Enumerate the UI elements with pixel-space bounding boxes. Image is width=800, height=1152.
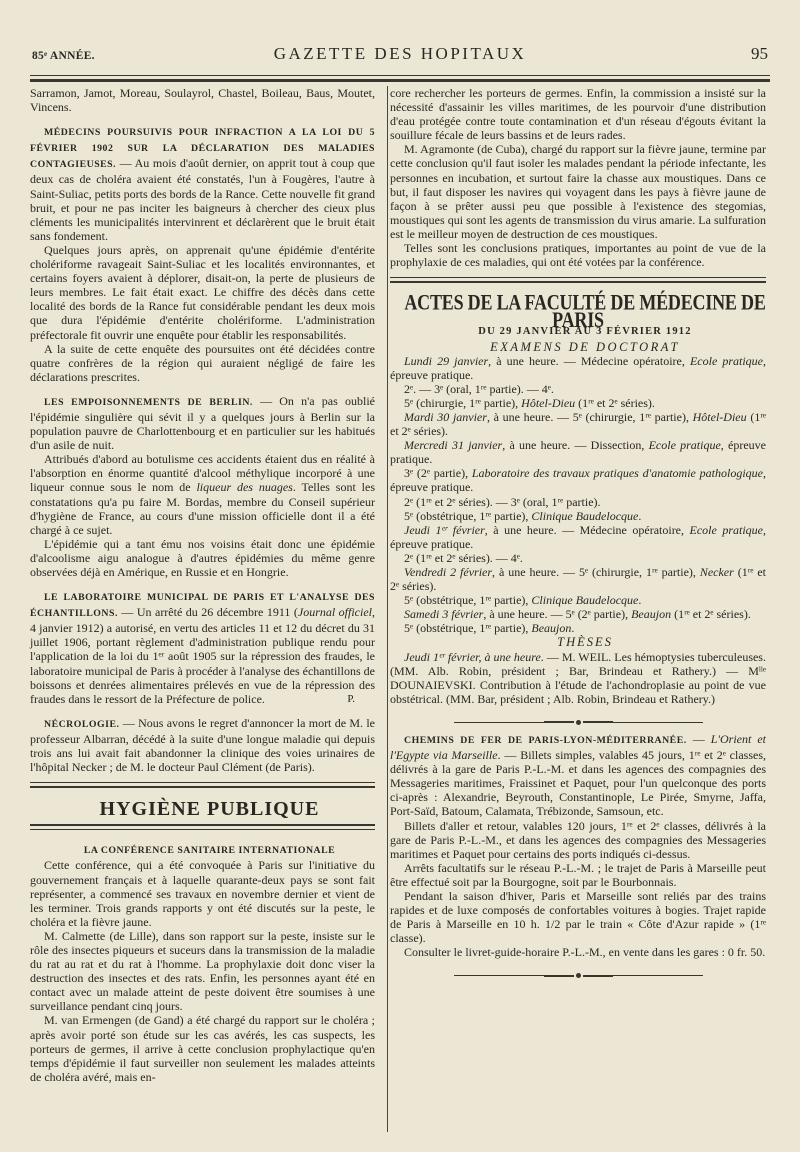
text-run: , épreuve pratique. <box>390 353 767 382</box>
paragraph: A la suite de cette enquête des poursuites ont été décidées contre quatre confrères de la région qui auraient négligé de faire les déclarations prescrites. <box>30 341 375 384</box>
paragraph: Billets d'aller et retour, valables 120 jours, 1ʳᵉ et 2ᵉ classes, délivrés à la gare de Paris P.-L.-M., et dans les agences des compagnies des Messageries maritimes et Paquet pour certains des ports indiqués ci-dessus. <box>390 818 766 861</box>
schedule-entry: 2ᵉ (1ʳᵉ et 2ᵉ séries). — 4ᵉ. <box>404 550 523 565</box>
subsection-title: LA CONFÉRENCE SANITAIRE INTERNATIONALE <box>83 845 336 857</box>
schedule-entry <box>390 509 766 523</box>
schedule-entry <box>390 523 766 551</box>
location: Hôtel-Dieu <box>521 395 576 410</box>
ornament-dot <box>576 973 581 978</box>
paragraph: M. Calmette (de Lille), dans son rapport sur la peste, insiste sur le rôle des insectes piqueurs et suceurs dans la transmission de la maladie du rat au rat et du rat à l'homme. La prophylaxie doit donc viser la destruction des insectes et des rats. Enfin, les personnes ayant été en contact avec un malade atteint de peste doivent être soumises à une surveillance pendant cinq jours. <box>30 928 375 1014</box>
location: Clinique Baudelocque <box>531 593 639 608</box>
ornament-line <box>583 721 613 723</box>
section-rule <box>30 782 375 788</box>
text-run: 5ᵉ (obstétrique, 1ʳᵉ partie), <box>404 593 532 608</box>
article-laboratoire <box>30 589 375 706</box>
schedule-entry <box>390 593 766 607</box>
paragraph: Cette conférence, qui a été convoquée à Paris sur l'initiative du gouvernement français et à laquelle quarante-deux pays se sont fait représenter, a commencé ses travaux en novembre dernier et vient de les terminer. Trois grands rapports y ont été discutés sur la peste, le choléra et la fièvre jaune. <box>30 858 375 929</box>
schedule-day: Jeudi 1ᵉʳ février, à une heure <box>404 649 541 664</box>
section-title-actes: ACTES DE LA FACULTÉ DE MÉDECINE DE PARIS <box>404 289 766 333</box>
article-text: — Au mois d'août dernier, on apprit tout à coup que deux cas de choléra avaient été constatés, l'un à Fougères, l'autre à Saint-Suliac, petits ports des bords de la Rance. Cette nouvelle fit grand bruit, et pour ne pas inciter les baigneurs à chercher des cieux plus cléments les municipalités intervinrent et déclarèrent que le bruit était sans fondement. <box>30 156 375 243</box>
names-list: Sarramon, Jamot, Moreau, Soulayrol, Chastel, Boileau, Baus, Moutet, Vincens. <box>30 86 375 115</box>
schedule-entry <box>390 396 766 410</box>
text-run: , à une heure. — 5ᵉ (chirurgie, 1ʳᵉ partie), <box>486 409 693 424</box>
text-run: . Telles sont les constatations qu'a pu faire M. Bordas, membre du Conseil supérieur d'hygiène de France, au cours d'une mission officielle dont il a été chargé à ce sujet. <box>30 480 375 537</box>
text-run: . <box>638 593 642 608</box>
text-run: 3ᵉ (2ᵉ partie), <box>404 466 472 481</box>
text-run: (1ʳᵉ et 2ᵉ séries). <box>575 395 655 410</box>
schedule-entry <box>390 354 766 382</box>
location: Hôtel-Dieu <box>692 409 747 424</box>
text-run: , à une heure. — 5ᵉ (chirurgie, 1ʳᵉ partie), <box>492 565 700 579</box>
text-run: . <box>638 508 642 523</box>
article-text: — On n'a pas oublié l'épidémie singulière qui sévit il y a quelques jours à Berlin sur la population pauvre de Charlottenbourg et en particulier sur les habitués d'un asile de nuit. <box>30 393 375 453</box>
text-run: , épreuve pratique. <box>390 522 766 551</box>
ornament-line <box>544 721 574 723</box>
article-medecins <box>30 124 375 243</box>
location: Clinique Baudelocque <box>531 508 639 523</box>
article-empoisonnements <box>30 394 375 452</box>
schedule-entry: 2ᵉ. — 3ᵉ (oral, 1ʳᵉ partie). — 4ᵉ. <box>404 381 554 396</box>
schedule-day: Mercredi 31 janvier <box>404 438 503 453</box>
text-run: . — Billets simples, valables 45 jours, 1ʳᵉ et 2ᵉ classes, délivrés à la gare de Paris P.-L.-M. et dans les agences des compagnies des Messageries maritimes, Fraissinet et Paquet, pour l'un quelconque des ports ci-après : Alexandrie, Beyrouth, Constantinople, Le Pirée, Smyrne, Jaffa, Port-Saïd, Batoum, Calamata, Trébizonde, Samsoun, etc. <box>390 748 766 819</box>
article-heading: LES EMPOISONNEMENTS DE BERLIN. <box>44 396 253 408</box>
text-run: (1ʳᵉ et 2ᵉ séries). <box>390 409 766 439</box>
schedule-day: Mardi 30 janvier <box>404 409 487 424</box>
schedule-entry <box>390 621 766 635</box>
examens-heading: EXAMENS DE DOCTORAT <box>490 339 680 354</box>
ornament-dot <box>576 720 581 725</box>
theses-heading: THÈSES <box>557 635 613 650</box>
section-dates: DU 29 JANVIER AU 3 FÉVRIER 1912 <box>478 326 692 338</box>
italic-term: Journal officiel <box>297 605 373 620</box>
location: Beaujon <box>631 607 672 622</box>
paragraph: Quelques jours après, on apprenait qu'une épidémie d'entérite cholériforme ravageait Saint-Suliac et les localités environnantes, et certains foyers avaient à déplorer, disait-on, la perte de plusieurs de leurs membres. Le fait était exact. Le chiffre des décès dans cette localité des bords de la Rance fut considérable pendant les deux mois que dura l'épidémie d'entérite cholériforme. L'administration préfectorale fit ouvrir une enquête pour établir les responsabilités. <box>30 242 375 342</box>
author-initial: P. <box>347 692 355 705</box>
article-text: — Nous avons le regret d'annoncer la mort de M. le professeur Albarran, décédé à la suite d'une longue maladie qui depuis trois ans lui avait fait abandonner la clinique des voies urinaires de l'hôpital Necker ; de M. le docteur Paul Clément (de Paris). <box>30 715 375 775</box>
text-run: (1ʳᵉ et 2ᵉ séries). <box>671 607 751 622</box>
article-heading: NÉCROLOGIE. <box>44 718 120 730</box>
paragraph <box>30 452 375 537</box>
italic-term: liqueur des nuages <box>196 480 293 495</box>
text-run: , épreuve pratique. <box>390 438 767 467</box>
left-column <box>30 86 375 1084</box>
article-heading: MÉDECINS POURSUIVIS POUR INFRACTION A LA LOI DU 5 FÉVRIER 1902 SUR LA DÉCLARATION DES MALADIES CONTAGIEUSES. <box>30 127 375 171</box>
text-run: Attribués d'abord au botulisme ces accidents étaient dus en réalité à l'absorption en énorme quantité d'alcool méthylique incorporé à une liqueur connue sous le nom de <box>30 452 375 495</box>
location: Ecole pratique <box>689 353 764 368</box>
schedule-entry <box>390 410 766 438</box>
ornament-line <box>613 975 703 976</box>
page-number: 95 <box>751 44 768 63</box>
text-run: 5ᵉ (obstétrique, 1ʳᵉ partie), <box>404 621 532 636</box>
ornament-line <box>454 975 544 976</box>
schedule-entry <box>390 565 766 593</box>
page-header <box>32 44 768 68</box>
location: Beaujon <box>531 621 572 636</box>
section-title-hygiene: HYGIÈNE PUBLIQUE <box>99 798 320 821</box>
article-necrologie <box>30 716 375 774</box>
paragraph: core rechercher les porteurs de germes. Enfin, la commission a insisté sur la nécessité d'assainir les villes maritimes, de les pourvoir d'une distribution d'eau protégée contre toute contamination et d'un réseau d'égouts évitant la souillure fécale de leurs bassins et de leurs rades. <box>390 86 766 143</box>
schedule-entry <box>390 438 766 466</box>
ornament-divider <box>390 714 766 720</box>
text-run: 5ᵉ (obstétrique, 1ʳᵉ partie), <box>404 508 532 523</box>
section-rule <box>390 277 766 283</box>
schedule-entry <box>390 466 766 494</box>
location: Necker <box>699 565 734 579</box>
text-run: (1ʳᵉ et 2ᵉ séries). <box>390 565 766 594</box>
ornament-divider <box>390 967 766 973</box>
schedule-entry: 2ᵉ (1ʳᵉ et 2ᵉ séries). — 3ᵉ (oral, 1ʳᵉ partie). <box>404 494 601 509</box>
header-rule-thick <box>30 79 770 82</box>
schedule-day: Lundi 29 janvier <box>404 353 489 368</box>
paragraph: M. van Ermengen (de Gand) a été chargé du rapport sur le choléra ; après avoir porté son étude sur les cas avérés, les cas suspects, les porteurs de germes, il arrive à cette conclusion prophylactique qu'en temps d'épidémie il faut surveiller non seulement les malades atteints de choléra avéré, mais en- <box>30 1013 375 1084</box>
text-run: , à une heure. — Médecine opératoire, <box>488 353 690 368</box>
paragraph: M. Agramonte (de Cuba), chargé du rapport sur la fièvre jaune, termine par cette conclusion qu'il faut isoler les malades pendant la période infectante, les personnes en incubation, et surtout faire la chasse aux moustiques. Dans ce but, il faut disposer les navires qui voyagent dans les pays à fièvre jaune de façon à se prêter aussi peu que possible à l'existence des stegomias, moustiques qui sont les agents de transmission du virus amarie. La sulfuration est le meilleur moyen de destruction de ces moustiques. <box>390 142 766 241</box>
article-heading: LE LABORATOIRE MUNICIPAL DE PARIS ET L'ANALYSE DES ÉCHANTILLONS. <box>30 592 375 620</box>
text-run: , à une heure. — Médecine opératoire, <box>484 522 690 537</box>
ornament-line <box>454 722 544 723</box>
text-run: — <box>686 731 711 746</box>
theses-entry <box>390 650 766 706</box>
schedule-day: Vendredi 2 février <box>404 565 493 579</box>
ornament-line <box>583 975 613 977</box>
column-divider <box>387 86 388 1132</box>
journal-title: GAZETTE DES HOPITAUX <box>273 44 527 63</box>
text-run: , épreuve pratique. <box>390 466 766 495</box>
right-column <box>390 86 766 985</box>
section-rule <box>30 824 375 830</box>
paragraph: Telles sont les conclusions pratiques, importantes au point de vue de la prophylaxie de ces maladies, qui ont été votées par la conférence. <box>390 241 766 270</box>
schedule-entry <box>390 607 766 621</box>
ornament-line <box>613 722 703 723</box>
text-run: , 4 janvier 1912) a autorisé, en vertu des articles 11 et 12 du décret du 31 juillet 1906, portant règlement d'administration publique rendu pour l'application de la loi du 1ᵉʳ août 1905 sur la répression des fraudes, le laboratoire municipal de Paris à procéder à l'analyse des échantillons de boissons et denrées alimentaires prélevés en vue de la répression des fraudes dans le ressort de la Préfecture de police. <box>30 605 376 706</box>
paragraph: L'épidémie qui a tant ému nos voisins était donc une épidémie d'alcoolisme aigu analogue à d'autres épidémies du même genre observées déjà en Amérique, en Russie et en Hongrie. <box>30 536 375 579</box>
italic-term: L'Orient et l'Egypte via Marseille <box>390 731 767 763</box>
location: Ecole pratique <box>648 438 721 453</box>
text-run: . — M. WEIL. Les hémoptysies tuberculeuses. (MM. Alb. Robin, président ; Bar, Brindeau et Rathery.) — Mˡˡᵉ DOUNAIEVSKI. Contribution à l'étude de l'achondroplasie au point de vue obstétrical. (MM. Bar, président ; Alb. Robin, Brindeau et Rathery.) <box>390 649 766 706</box>
exam-schedule <box>390 354 766 636</box>
location: Ecole pratique <box>689 522 763 537</box>
schedule-day: Samedi 3 février <box>404 607 484 622</box>
text-run: 5ᵉ (chirurgie, 1ʳᵉ partie), <box>404 395 522 410</box>
article-heading: CHEMINS DE FER DE PARIS-LYON-MÉDITERRANÉE. <box>404 734 687 746</box>
edition-label: 85ᵉ ANNÉE. <box>32 50 95 62</box>
text-run: — Un arrêté du 26 décembre 1911 ( <box>117 605 298 620</box>
location: Laboratoire des travaux pratiques d'anatomie pathologique <box>471 466 763 481</box>
schedule-day: Jeudi 1ᵉʳ février <box>404 522 485 537</box>
ornament-line <box>544 975 574 977</box>
paragraph: Consulter le livret-guide-horaire P.-L.-M., en vente dans les gares : 0 fr. 50. <box>404 945 766 960</box>
paragraph: Arrêts facultatifs sur le réseau P.-L.-M. ; le trajet de Paris à Marseille peut être effectué soit par la Bourgogne, soit par le Bourbonnais. <box>390 860 766 889</box>
text-run: , à une heure. — 5ᵉ (2ᵉ partie), <box>483 607 632 622</box>
paragraph: Pendant la saison d'hiver, Paris et Marseille sont reliés par des trains rapides et de luxe composés de confortables voitures à bogies. Trajet rapide de Paris à Marseille en 10 h. 1/2 par le train « Côte d'Azur rapide » (1ʳᵉ classe). <box>390 888 766 946</box>
text-run: , à une heure. — Dissection, <box>502 438 649 453</box>
text-run: . <box>571 621 575 636</box>
header-rule-thin <box>30 75 770 76</box>
article-chemins <box>390 732 766 819</box>
